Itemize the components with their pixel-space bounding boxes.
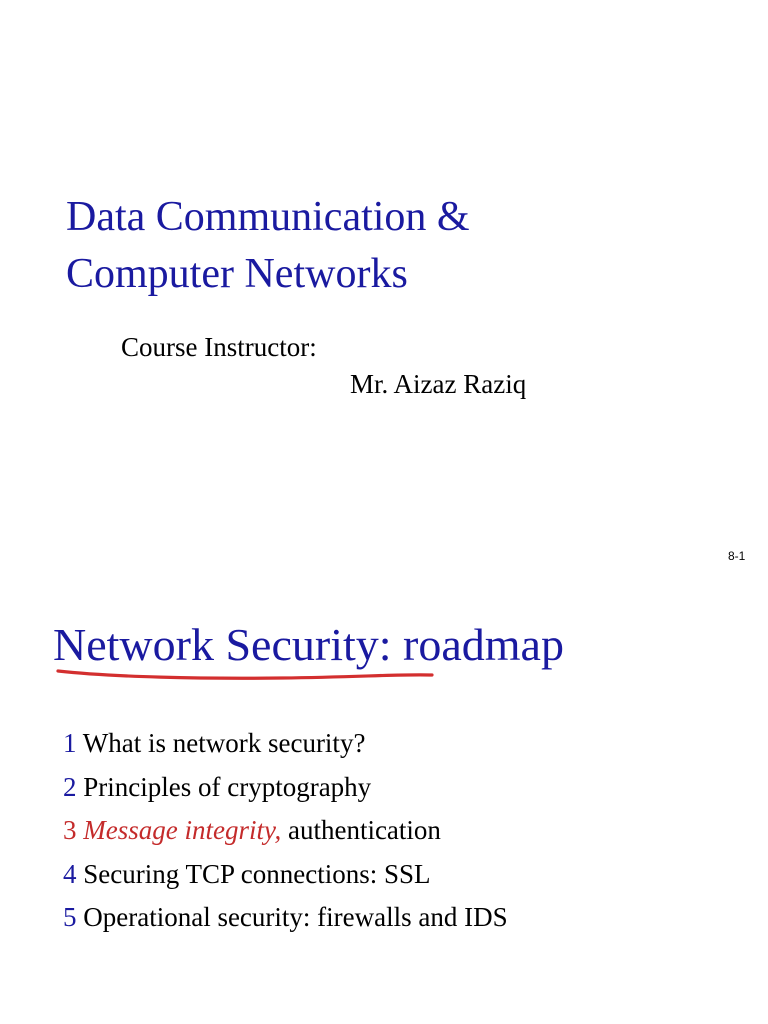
roadmap-item-number: 4 (63, 858, 77, 889)
roadmap-list (63, 722, 508, 940)
roadmap-item-number: 3 (63, 815, 77, 845)
roadmap-item-text: What is network security? (82, 728, 366, 758)
page-number: 8-1 (728, 549, 746, 563)
course-title-line-1: Data Communication & (66, 194, 470, 240)
roadmap-item-number: 1 (63, 728, 77, 758)
roadmap-item (63, 853, 508, 897)
slide-roadmap (0, 576, 768, 1024)
roadmap-item-number: 5 (63, 902, 77, 932)
roadmap-item (63, 722, 508, 766)
roadmap-title: Network Security: roadmap (53, 619, 564, 670)
instructor-label: Course Instructor: (121, 332, 317, 362)
roadmap-item (63, 809, 508, 853)
handwritten-underline (52, 664, 442, 686)
roadmap-item-text: Securing TCP connections: SSL (83, 858, 431, 889)
roadmap-item-highlight: Message integrity, (83, 815, 282, 845)
roadmap-item (63, 766, 508, 810)
roadmap-item-text: Operational security: firewalls and IDS (83, 902, 508, 932)
course-title-line-2: Computer Networks (66, 251, 408, 297)
instructor-name: Mr. Aizaz Raziq (350, 369, 527, 399)
roadmap-item-text: Principles of cryptography (83, 771, 372, 802)
roadmap-item-text: authentication (287, 815, 441, 845)
roadmap-item-number: 2 (63, 771, 77, 802)
roadmap-item (63, 896, 508, 940)
